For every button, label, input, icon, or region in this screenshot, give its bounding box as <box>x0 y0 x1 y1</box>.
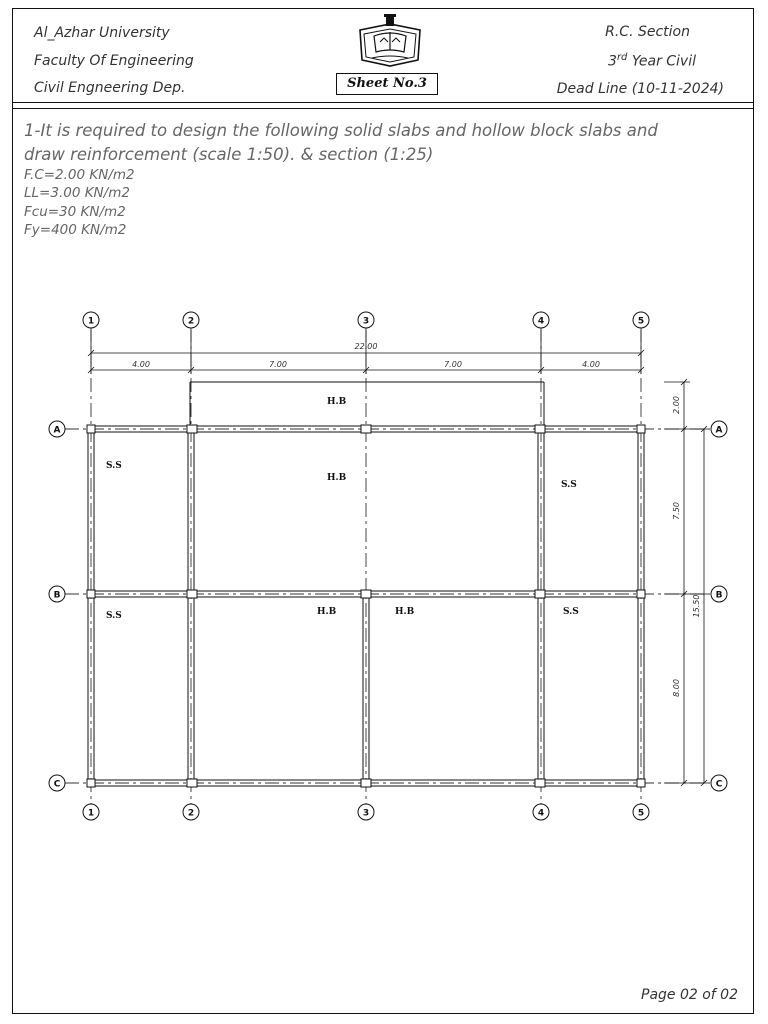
load-fcu: Fcu=30 KN/m2 <box>24 204 126 220</box>
department-name: Civil Engneering Dep. <box>34 80 186 96</box>
grid-5-top: 5 <box>637 316 645 327</box>
slab-label-ss-a1: S.S <box>106 461 122 471</box>
span-a-b: 7.50 <box>672 502 681 520</box>
grid-1-bottom: 1 <box>87 808 95 819</box>
faculty-name: Faculty Of Engineering <box>34 53 194 69</box>
span-3-4: 7.00 <box>444 360 462 369</box>
subject-name: R.C. Section <box>605 24 690 40</box>
grid-a-left: A <box>53 425 61 436</box>
grid-4-bottom: 4 <box>537 808 545 819</box>
slab-label-ss-b4: S.S <box>563 607 579 617</box>
slab-label-ss-b1: S.S <box>106 611 122 621</box>
grid-2-bottom: 2 <box>187 808 195 819</box>
span-b-c: 8.00 <box>672 679 681 697</box>
dimension-y-lines <box>664 379 708 786</box>
grid-4-top: 4 <box>537 316 545 327</box>
grid-a-right: A <box>715 425 723 436</box>
load-ll: LL=3.00 KN/m2 <box>24 185 130 201</box>
slab-label-hb-mid: H.B <box>327 473 347 483</box>
year-text: Year Civil <box>627 53 696 70</box>
span-2-3: 7.00 <box>269 360 287 369</box>
grid-2-top: 2 <box>187 316 195 327</box>
grid-1-top: 1 <box>87 316 95 327</box>
grid-5-bottom: 5 <box>637 808 645 819</box>
year-ordinal: rd <box>616 52 628 63</box>
load-fy: Fy=400 KN/m2 <box>24 222 127 238</box>
grid-bubbles <box>49 312 727 820</box>
load-fc: F.C=2.00 KN/m2 <box>24 167 135 183</box>
grid-3-bottom: 3 <box>362 808 370 819</box>
task-line-1: 1-It is required to design the following solid slabs and hollow block slabs and <box>24 121 658 140</box>
span-4-5: 4.00 <box>582 360 600 369</box>
task-line-2: draw reinforcement (scale 1:50). & section (1:25) <box>24 145 434 164</box>
total-span-y: 15.50 <box>692 594 701 618</box>
slab-label-ss-a4: S.S <box>561 480 577 490</box>
university-name: Al_Azhar University <box>34 25 170 41</box>
grid-c-left: C <box>53 779 61 790</box>
sheet-number: Sheet No.3 <box>336 73 438 95</box>
grid-axis-lines <box>65 328 710 804</box>
deadline: Dead Line (10-11-2024) <box>556 81 724 97</box>
grid-b-left: B <box>53 590 61 601</box>
grid-3-top: 3 <box>362 316 370 327</box>
dimension-x-lines <box>88 330 644 374</box>
page-number: Page 02 of 02 <box>641 987 738 1003</box>
span-cantilever: 2.00 <box>672 396 681 414</box>
slab-label-hb-top: H.B <box>327 397 347 407</box>
year-number: 3 <box>608 53 617 70</box>
total-span-x: 22.00 <box>354 342 378 351</box>
span-1-2: 4.00 <box>132 360 150 369</box>
grid-b-right: B <box>715 590 723 601</box>
grid-c-right: C <box>715 779 723 790</box>
slab-label-hb-b2: H.B <box>317 607 337 617</box>
slab-label-hb-b3: H.B <box>395 607 415 617</box>
